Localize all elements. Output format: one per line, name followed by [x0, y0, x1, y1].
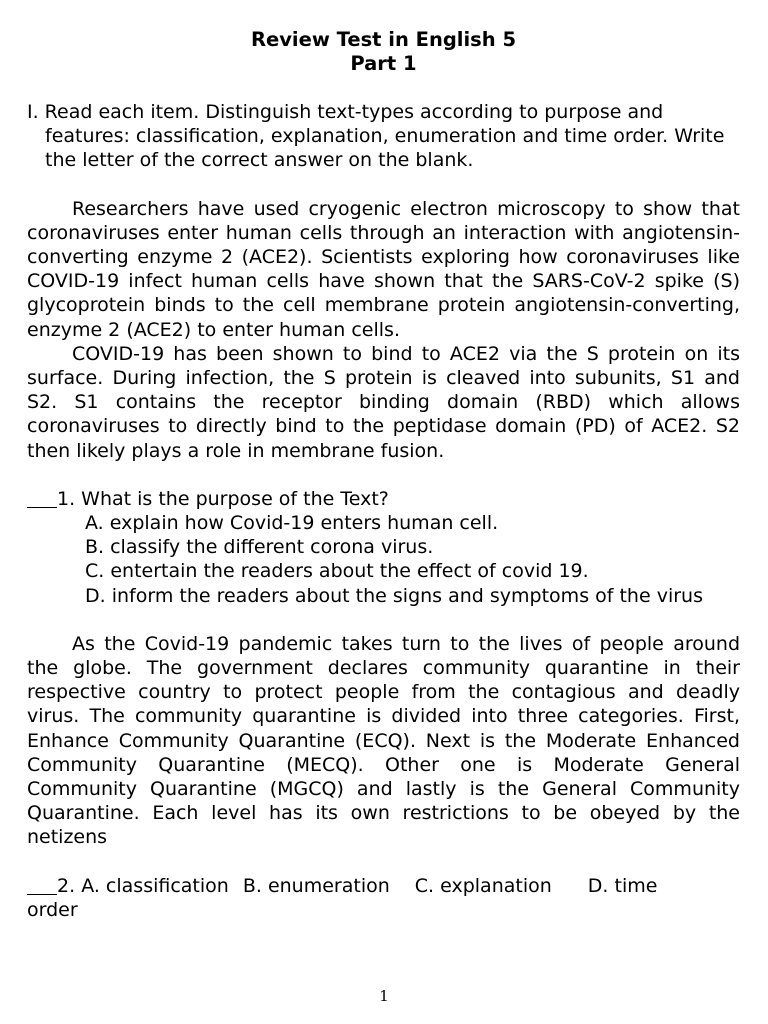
- passage-2-paragraph-1: As the Covid-19 pandemic takes turn to the lives of people around the globe. The government declares community quarantine in their respective country to protect people from the contagious and deadly virus. The community quarantine is divided into three categories. First, Enhance Community Quarantine (ECQ). Next is the Moderate Enhanced Community Quarantine (MECQ). Other one is Moderate General Community Quarantine (MGCQ) and lastly is the General Community Quarantine. Each level has its own restrictions to be obeyed by the netizens: [27, 632, 740, 849]
- spacer: [27, 850, 740, 874]
- question-2: [27, 874, 740, 922]
- answer-blank-2[interactable]: [27, 876, 57, 895]
- document-page: [27, 28, 740, 922]
- question-1-option-a: A. explain how Covid-19 enters human cell.: [85, 512, 499, 535]
- question-2-continuation: order: [27, 898, 78, 921]
- question-1-text: 1. What is the purpose of the Text?: [57, 487, 389, 510]
- spacer: [27, 463, 740, 487]
- instruction-text: I. Read each item. Distinguish text-types according to purpose and features: classification, explanation, enumeration and time order. Write the letter of the correct answer on the blank.: [27, 101, 725, 172]
- question-2-option-b: B. enumeration: [242, 874, 390, 897]
- question-2-option-a: A. classification: [81, 874, 229, 897]
- spacer: [27, 173, 740, 197]
- spacer: [27, 608, 740, 632]
- question-1: [27, 487, 740, 511]
- spacer: [27, 76, 740, 100]
- question-2-option-d: D. time: [587, 874, 658, 897]
- question-1-option-d: D. inform the readers about the signs and symptoms of the virus: [85, 584, 703, 607]
- answer-blank-1[interactable]: [27, 489, 57, 508]
- question-1-option-c: C. entertain the readers about the effect of covid 19.: [85, 560, 589, 583]
- page-number: 1: [379, 987, 389, 1005]
- page-title: [27, 28, 740, 76]
- title-line-1: Review Test in English 5: [250, 28, 517, 51]
- passage-1-paragraph-1: Researchers have used cryogenic electron microscopy to show that coronaviruses enter human cells through an interaction with angiotensin-converting enzyme 2 (ACE2). Scientists exploring how coronaviruses like COVID-19 infect human cells have shown that the SARS-CoV-2 spike (S) glycoprotein binds to the cell membrane protein angiotensin-converting, enzyme 2 (ACE2) to enter human cells.: [27, 197, 740, 341]
- passage-1-paragraph-2: COVID-19 has been shown to bind to ACE2 via the S protein on its surface. During infection, the S protein is cleaved into subunits, S1 and S2. S1 contains the receptor binding domain (RBD) which allows coronaviruses to directly bind to the peptidase domain (PD) of ACE2. S2 then likely plays a role in membrane fusion.: [27, 342, 740, 462]
- question-2-option-c: C. explanation: [414, 874, 552, 897]
- question-1-options: [27, 511, 740, 608]
- question-2-number: 2.: [57, 874, 76, 897]
- question-1-option-b: B. classify the different corona virus.: [85, 536, 434, 559]
- title-line-2: Part 1: [350, 52, 417, 75]
